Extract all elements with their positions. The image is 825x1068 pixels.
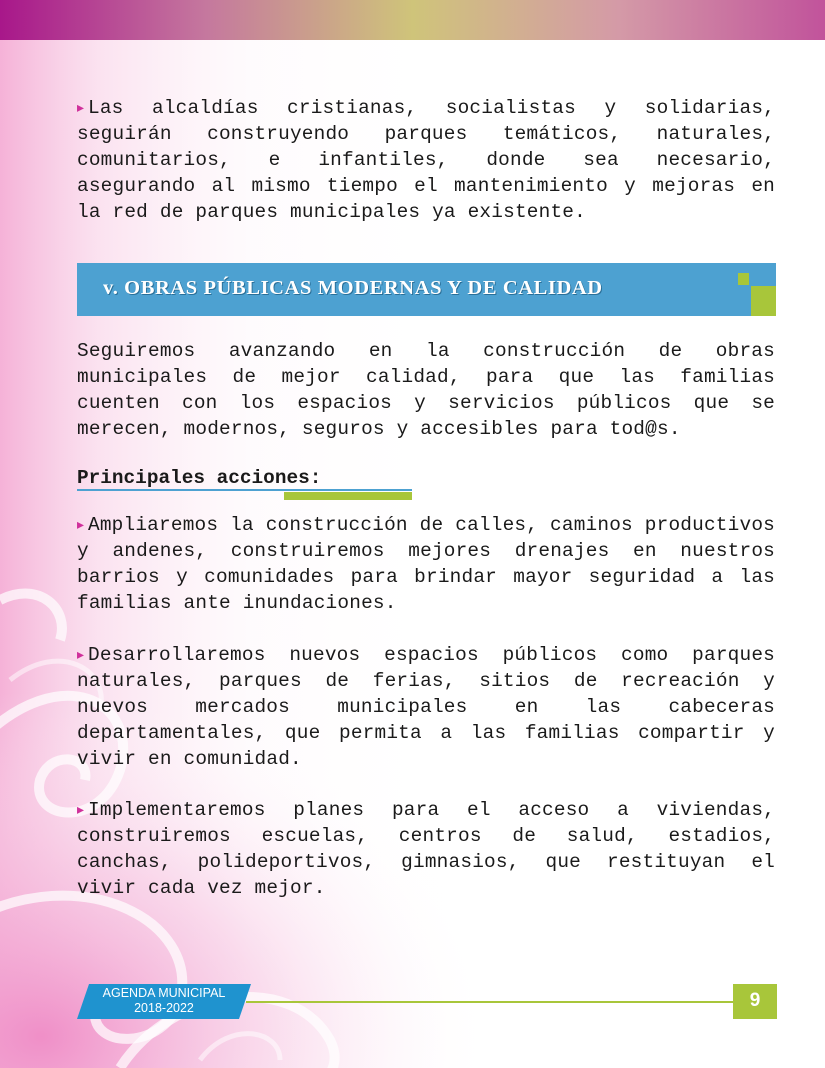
- chevron-right-icon: ▸: [77, 802, 85, 818]
- action-item: [77, 642, 775, 772]
- chevron-right-icon: ▸: [77, 647, 85, 663]
- section-body-paragraph: Seguiremos avanzando en la construcción de obras municipales de mejor calidad, para que las familias cuenten con los espacios y servicios públicos que se merecen, modernos, seguros y accesibles para tod@s.: [77, 340, 775, 440]
- action-item-text: Implementaremos planes para el acceso a viviendas, construiremos escuelas, centros de salud, estadios, canchas, polideportivos, gimnasios, que restituyan el vivir cada vez mejor.: [77, 799, 775, 899]
- decorative-square-large: [751, 286, 776, 316]
- action-item-text: Desarrollaremos nuevos espacios públicos como parques naturales, parques de ferias, sitios de recreación y nuevos mercados municipales en las cabeceras departamentales, que permita a las familias compartir y vivir en comunidad.: [77, 644, 775, 770]
- actions-heading: Principales acciones:: [77, 467, 322, 489]
- footer-agenda-badge: [77, 984, 251, 1019]
- action-item-text: Ampliaremos la construcción de calles, caminos productivos y andenes, construiremos mejores drenajes en nuestros barrios y comunidades para brindar mayor seguridad a las familias ante inundaciones.: [77, 514, 775, 614]
- page-number-box: [733, 984, 777, 1019]
- actions-heading-underline: [77, 489, 412, 491]
- badge-line2: 2018-2022: [134, 1001, 194, 1015]
- page-number: 9: [749, 990, 761, 1011]
- action-item: [77, 797, 775, 901]
- badge-text: [77, 986, 251, 1016]
- intro-text: Las alcaldías cristianas, socialistas y solidarias, seguirán construyendo parques temáticos, naturales, comunitarios, e infantiles, donde sea necesario, asegurando al mismo tiempo el mantenimiento y mejoras en la red de parques municipales ya existente.: [77, 97, 775, 223]
- section-title: v. OBRAS PÚBLICAS MODERNAS Y DE CALIDAD: [103, 277, 603, 299]
- footer-divider-line: [246, 1001, 733, 1003]
- intro-paragraph: [77, 95, 775, 225]
- chevron-right-icon: ▸: [77, 100, 85, 116]
- chevron-right-icon: ▸: [77, 517, 85, 533]
- section-header-bar: [77, 263, 776, 316]
- actions-heading-accent-bar: [284, 492, 412, 500]
- decorative-square-small: [738, 273, 749, 285]
- badge-line1: AGENDA MUNICIPAL: [102, 986, 226, 1000]
- action-item: [77, 512, 775, 616]
